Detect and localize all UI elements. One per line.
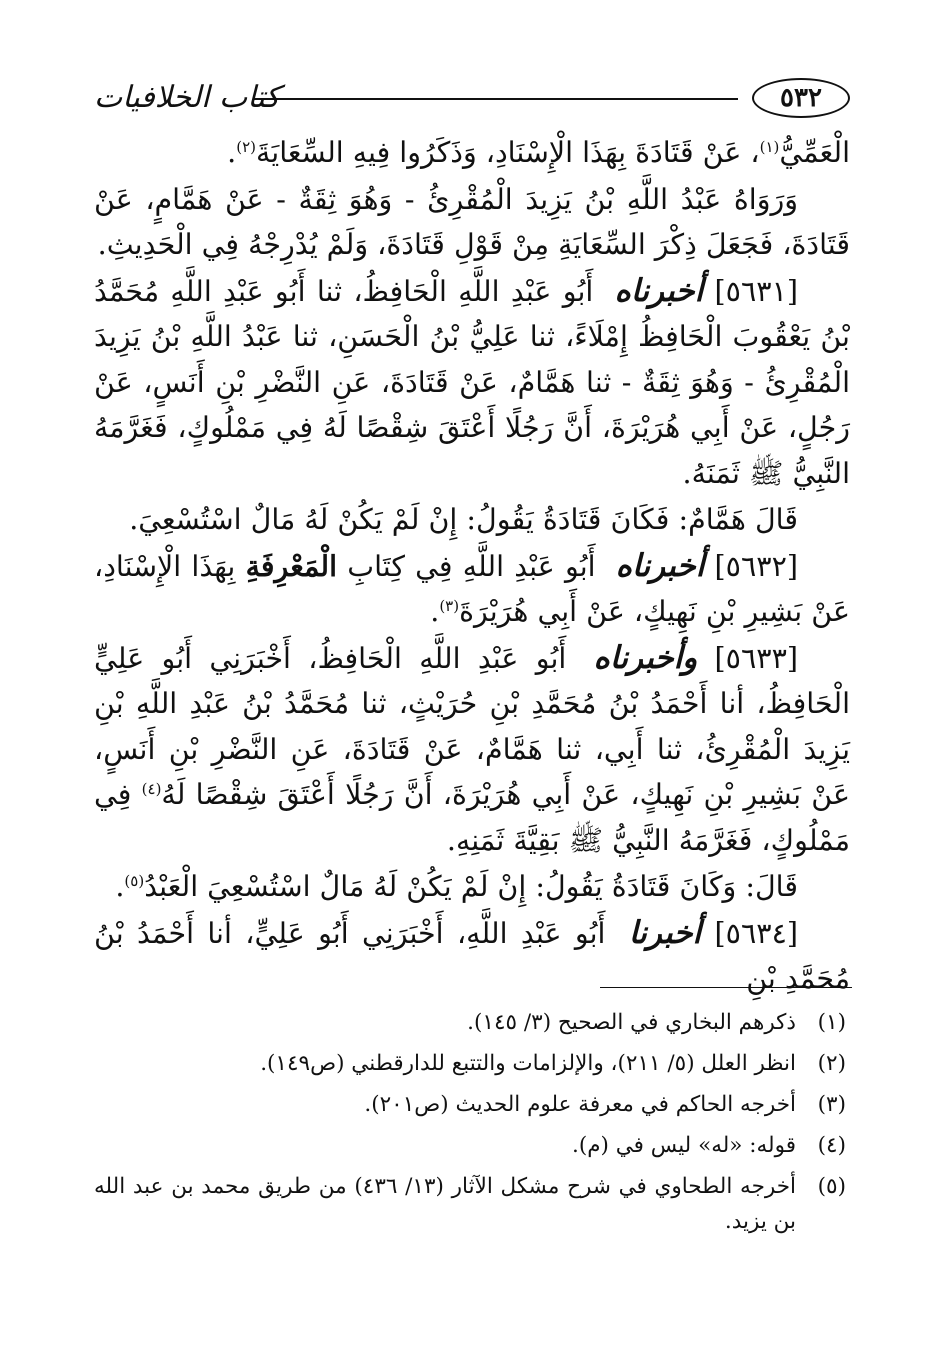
book-name: الْمَعْرِفَةِ xyxy=(245,548,338,583)
footnotes xyxy=(94,1005,846,1245)
footnote-3 xyxy=(94,1087,846,1122)
footnote-number: (٤) xyxy=(817,1133,846,1158)
paragraph-7 xyxy=(94,864,850,910)
paragraph-text: أَبُو عَبْدِ اللَّهِ، أَخْبَرَنِي أَبُو عَلِيٍّ، أنا أَحْمَدُ بْنُ مُحَمَّدِ بْنِ xyxy=(94,916,850,995)
paragraph-text: فِي مَمْلُوكٍ، فَغَرَّمَهُ النَّبِيُّ ﷺ بَقِيَّةَ ثَمَنِهِ. xyxy=(94,778,850,857)
paragraph-text: أَبُو عَبْدِ اللَّهِ الْحَافِظُ، ثنا أَبُو عَبْدِ اللَّهِ مُحَمَّدُ بْنُ يَعْقُوبَ الْحَافِظُ إِمْلَاءً، ثنا عَلِيُّ بْنُ الْحَسَنِ، ثنا عَبْدُ اللَّهِ بْنُ يَزِيدَ الْمُقْرِئُ - وَهُوَ ثِقَةٌ - ثنا هَمَّامٌ، عَنْ قَتَادَةَ، عَنِ النَّضْرِ بْنِ أَنَسٍ، عَنْ رَجُلٍ، عَنْ أَبِي هُرَيْرَةَ، أَنَّ رَجُلًا أَعْتَقَ شِقْصًا لَهُ فِي مَمْلُوكٍ، فَغَرَّمَهُ النَّبِيُّ ﷺ ثَمَنَهُ. xyxy=(94,274,850,490)
hadith-keyword: أخبرناه xyxy=(615,547,705,584)
paragraph-text: ، عَنْ قَتَادَةَ بِهَذَا الْإِسْنَادِ، وَذَكَرُوا فِيهِ السِّعَايَةَ xyxy=(256,136,760,169)
page-number: ٥٣٢ xyxy=(752,78,850,118)
paragraph-text: أَبُو عَبْدِ اللَّهِ فِي كِتَابِ xyxy=(347,549,596,583)
hadith-number: [٥٦٣٤] xyxy=(714,916,798,950)
footnote-ref-2[interactable]: (٢) xyxy=(236,138,256,156)
footnote-text: قوله: «له» ليس في (م). xyxy=(572,1133,796,1158)
paragraph-text: أَبُو عَبْدِ اللَّهِ الْحَافِظُ، أَخْبَرَنِي أَبُو عَلِيٍّ الْحَافِظُ، أنا أَحْمَدُ بْنُ مُحَمَّدِ بْنِ حُرَيْثٍ، ثنا مُحَمَّدُ بْنُ عَبْدِ اللَّهِ بْنِ يَزِيدَ الْمُقْرِئُ، ثنا أَبِي، ثنا هَمَّامٌ، عَنْ قَتَادَةَ، عَنِ النَّضْرِ بْنِ أَنَسٍ، عَنْ بَشِيرِ بْنِ نَهِيكٍ، عَنْ أَبِي هُرَيْرَةَ، أَنَّ رَجُلًا أَعْتَقَ شِقْصًا لَهُ xyxy=(94,641,850,811)
footnote-ref-1[interactable]: (١) xyxy=(759,138,780,156)
hadith-5632 xyxy=(94,544,850,635)
footnote-1 xyxy=(94,1005,846,1040)
hadith-number: [٥٦٣١] xyxy=(714,274,799,308)
hadith-number: [٥٦٣٢] xyxy=(714,549,799,583)
footnote-5 xyxy=(94,1169,846,1239)
paragraph-text: . xyxy=(227,136,237,169)
page-header xyxy=(94,78,850,122)
hadith-keyword: أخبرناه xyxy=(614,272,704,309)
paragraph-text: الْعَمِّيُّ xyxy=(779,136,850,169)
paragraph-text: . xyxy=(115,870,125,903)
main-text xyxy=(94,130,850,1002)
footnote-text: ذكرهم البخاري في الصحيح (٣/ ١٤٥). xyxy=(467,1010,796,1035)
paragraph-text: قَالَ هَمَّامٌ: فَكَانَ قَتَادَةُ يَقُولُ: إِنْ لَمْ يَكُنْ لَهُ مَالٌ اسْتُسْعِيَ. xyxy=(129,503,798,536)
hadith-keyword: وأخبرناه xyxy=(593,639,698,676)
footnote-text: أخرجه الطحاوي في شرح مشكل الآثار (١٣/ ٤٣٦) من طريق محمد بن عبد الله بن يزيد. xyxy=(94,1174,797,1234)
footnote-4 xyxy=(94,1128,846,1163)
hadith-5631 xyxy=(94,269,850,497)
footnote-number: (٣) xyxy=(817,1092,846,1117)
paragraph-2 xyxy=(94,177,850,268)
footnote-2 xyxy=(94,1046,846,1081)
paragraph-text: بِهَذَا الْإِسْنَادِ، عَنْ بَشِيرِ بْنِ نَهِيكٍ، عَنْ أَبِي هُرَيْرَةَ xyxy=(94,549,850,628)
paragraph-1 xyxy=(94,130,850,176)
paragraph-text: . xyxy=(430,595,440,628)
footnote-separator xyxy=(600,987,852,988)
paragraph-4 xyxy=(94,497,850,543)
paragraph-text: وَرَوَاهُ عَبْدُ اللَّهِ بْنُ يَزِيدَ الْمُقْرِئُ - وَهُوَ ثِقَةٌ - عَنْ هَمَّامٍ، عَنْ قَتَادَةَ، فَجَعَلَ ذِكْرَ السِّعَايَةِ مِنْ قَوْلِ قَتَادَةَ، وَلَمْ يُدْرِجْهُ فِي الْحَدِيثِ. xyxy=(94,182,850,261)
footnote-ref-3[interactable]: (٣) xyxy=(439,597,460,615)
footnote-ref-4[interactable]: (٤) xyxy=(141,780,162,798)
paragraph-text: قَالَ: وَكَانَ قَتَادَةُ يَقُولُ: إِنْ لَمْ يَكُنْ لَهُ مَالٌ اسْتُسْعِيَ الْعَبْدُ xyxy=(144,870,798,903)
footnote-text: انظر العلل (٥/ ٢١١)، والإلزامات والتتبع للدارقطني (ص١٤٩). xyxy=(260,1051,796,1076)
footnote-number: (٢) xyxy=(817,1051,846,1076)
book-title: كتاب الخلافيات xyxy=(94,80,280,115)
footnote-ref-5[interactable]: (٥) xyxy=(124,872,145,890)
hadith-5633 xyxy=(94,636,850,864)
footnote-number: (١) xyxy=(817,1010,846,1035)
footnote-number: (٥) xyxy=(817,1174,846,1199)
hadith-keyword: أخبرنا xyxy=(628,914,702,951)
hadith-number: [٥٦٣٣] xyxy=(714,641,799,675)
footnote-text: أخرجه الحاكم في معرفة علوم الحديث (ص٢٠١). xyxy=(364,1092,796,1117)
header-rule xyxy=(254,98,738,100)
